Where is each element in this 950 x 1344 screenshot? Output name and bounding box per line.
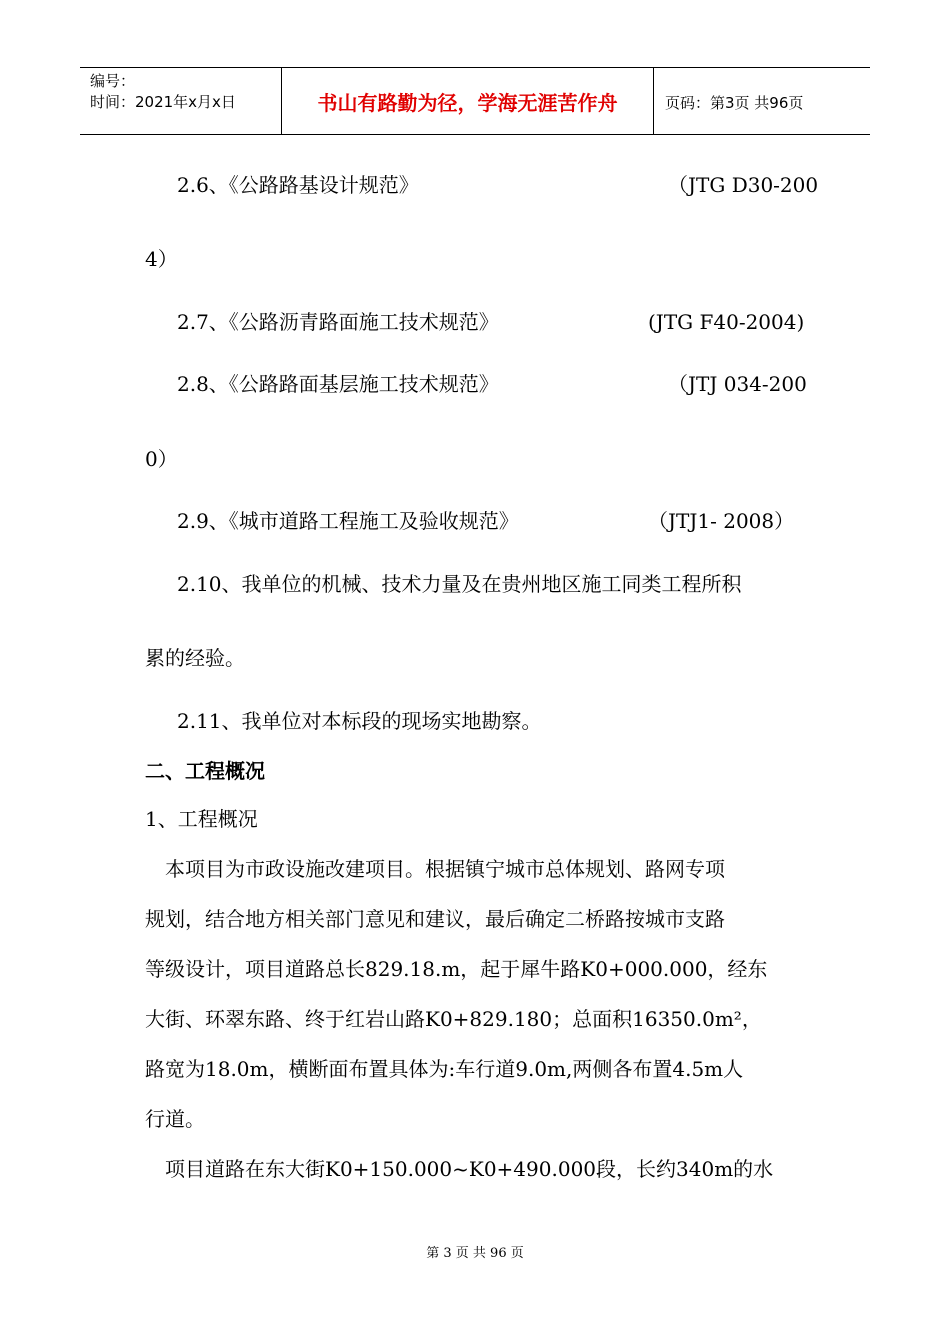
paragraph-1-line-4: 大街、环翠东路、终于红岩山路K0+829.180；总面积16350.0m²， (145, 1007, 762, 1031)
item-2-9-ref: （JTJ1- 2008） (648, 509, 795, 533)
item-2-6-ref-cont: 4） (145, 247, 178, 271)
paragraph-2-line-1: 项目道路在东大街K0+150.000~K0+490.000段，长约340m的水 (165, 1157, 774, 1181)
header-motto: 书山有路勤为径，学海无涯苦作舟 (281, 68, 654, 134)
item-2-8-text: 2.8、《公路路面基层施工技术规范》 (177, 372, 499, 396)
paragraph-1-line-1: 本项目为市政设施改建项目。根据镇宁城市总体规划、路网专项 (165, 857, 725, 881)
item-2-11-text: 2.11、我单位对本标段的现场实地勘察。 (177, 709, 542, 733)
item-2-8-ref-cont: 0） (145, 447, 178, 471)
item-2-6-text: 2.6、《公路路基设计规范》 (177, 173, 419, 197)
paragraph-1-line-3: 等级设计，项目道路总长829.18.m，起于犀牛路K0+000.000，经东 (145, 957, 768, 981)
document-time-label: 时间：2021年x月x日 (90, 93, 236, 111)
item-2-7-ref: (JTG F40-2004) (648, 310, 805, 334)
section-title: 二、工程概况 (145, 759, 265, 783)
item-2-7-text: 2.7、《公路沥青路面施工技术规范》 (177, 310, 499, 334)
page-footer: 第 3 页 共 96 页 (426, 1246, 524, 1261)
item-2-6-ref: （JTG D30-200 (668, 173, 819, 197)
header-page-info: 页码：第3页 共96页 (665, 94, 804, 112)
item-2-8-ref: （JTJ 034-200 (668, 372, 807, 396)
item-2-9-text: 2.9、《城市道路工程施工及验收规范》 (177, 509, 519, 533)
subsection-title: 1、工程概况 (145, 807, 258, 831)
paragraph-1-line-6: 行道。 (145, 1107, 205, 1131)
paragraph-1-line-2: 规划，结合地方相关部门意见和建议，最后确定二桥路按城市支路 (145, 907, 725, 931)
page-header (80, 67, 870, 135)
document-number-label: 编号： (90, 72, 136, 90)
header-meta (80, 68, 281, 134)
paragraph-1-line-5: 路宽为18.0m，横断面布置具体为:车行道9.0m,两侧各布置4.5m人 (145, 1057, 744, 1081)
item-2-10-line1: 2.10、我单位的机械、技术力量及在贵州地区施工同类工程所积 (177, 572, 742, 596)
item-2-10-line2: 累的经验。 (145, 646, 245, 670)
